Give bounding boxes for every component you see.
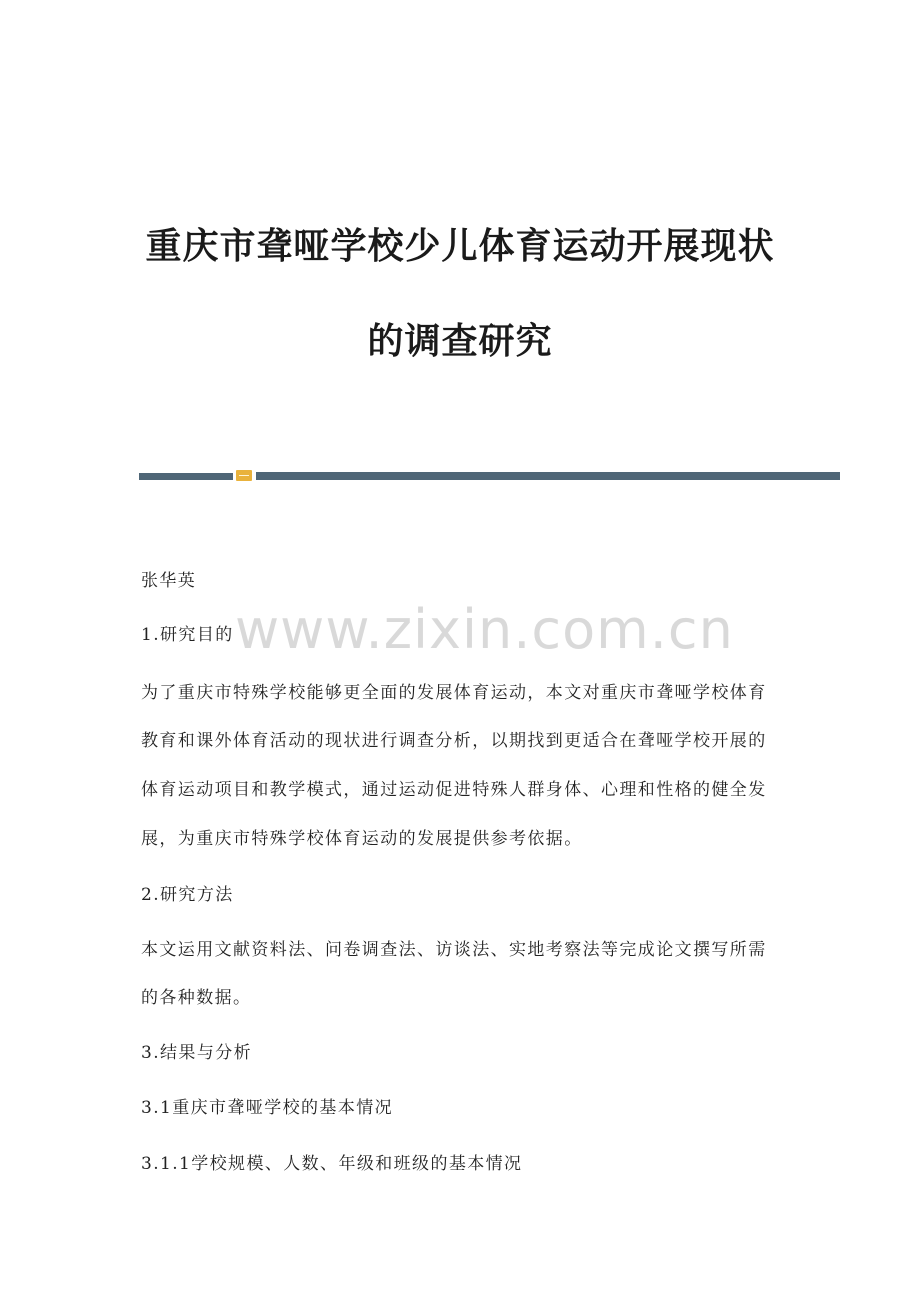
document-title-line-1: 重庆市聋哑学校少儿体育运动开展现状 <box>145 226 775 267</box>
paragraph-line: 体育运动项目和教学模式，通过运动促进特殊人群身体、心理和性格的健全发 <box>141 780 767 800</box>
section-heading-2: 2.研究方法 <box>141 885 234 905</box>
title-divider-right <box>256 472 840 480</box>
divider-ornament-icon <box>236 470 252 481</box>
paragraph-line: 为了重庆市特殊学校能够更全面的发展体育运动，本文对重庆市聋哑学校体育 <box>141 683 767 703</box>
paragraph-line: 展，为重庆市特殊学校体育运动的发展提供参考依据。 <box>141 829 583 849</box>
paragraph-line: 的各种数据。 <box>141 988 252 1008</box>
title-divider-left <box>139 473 233 480</box>
subsection-heading-3-1-1: 3.1.1学校规模、人数、年级和班级的基本情况 <box>141 1154 523 1174</box>
document-title-line-2: 的调查研究 <box>367 321 553 362</box>
paragraph-line: 教育和课外体育活动的现状进行调查分析，以期找到更适合在聋哑学校开展的 <box>141 731 767 751</box>
watermark: www.zixin.com.cn <box>235 598 734 661</box>
paragraph-line: 本文运用文献资料法、问卷调查法、访谈法、实地考察法等完成论文撰写所需 <box>141 940 767 960</box>
subsection-heading-3-1: 3.1重庆市聋哑学校的基本情况 <box>141 1098 394 1118</box>
author-name: 张华英 <box>141 571 197 591</box>
section-heading-1: 1.研究目的 <box>141 625 234 645</box>
section-heading-3: 3.结果与分析 <box>141 1043 253 1063</box>
